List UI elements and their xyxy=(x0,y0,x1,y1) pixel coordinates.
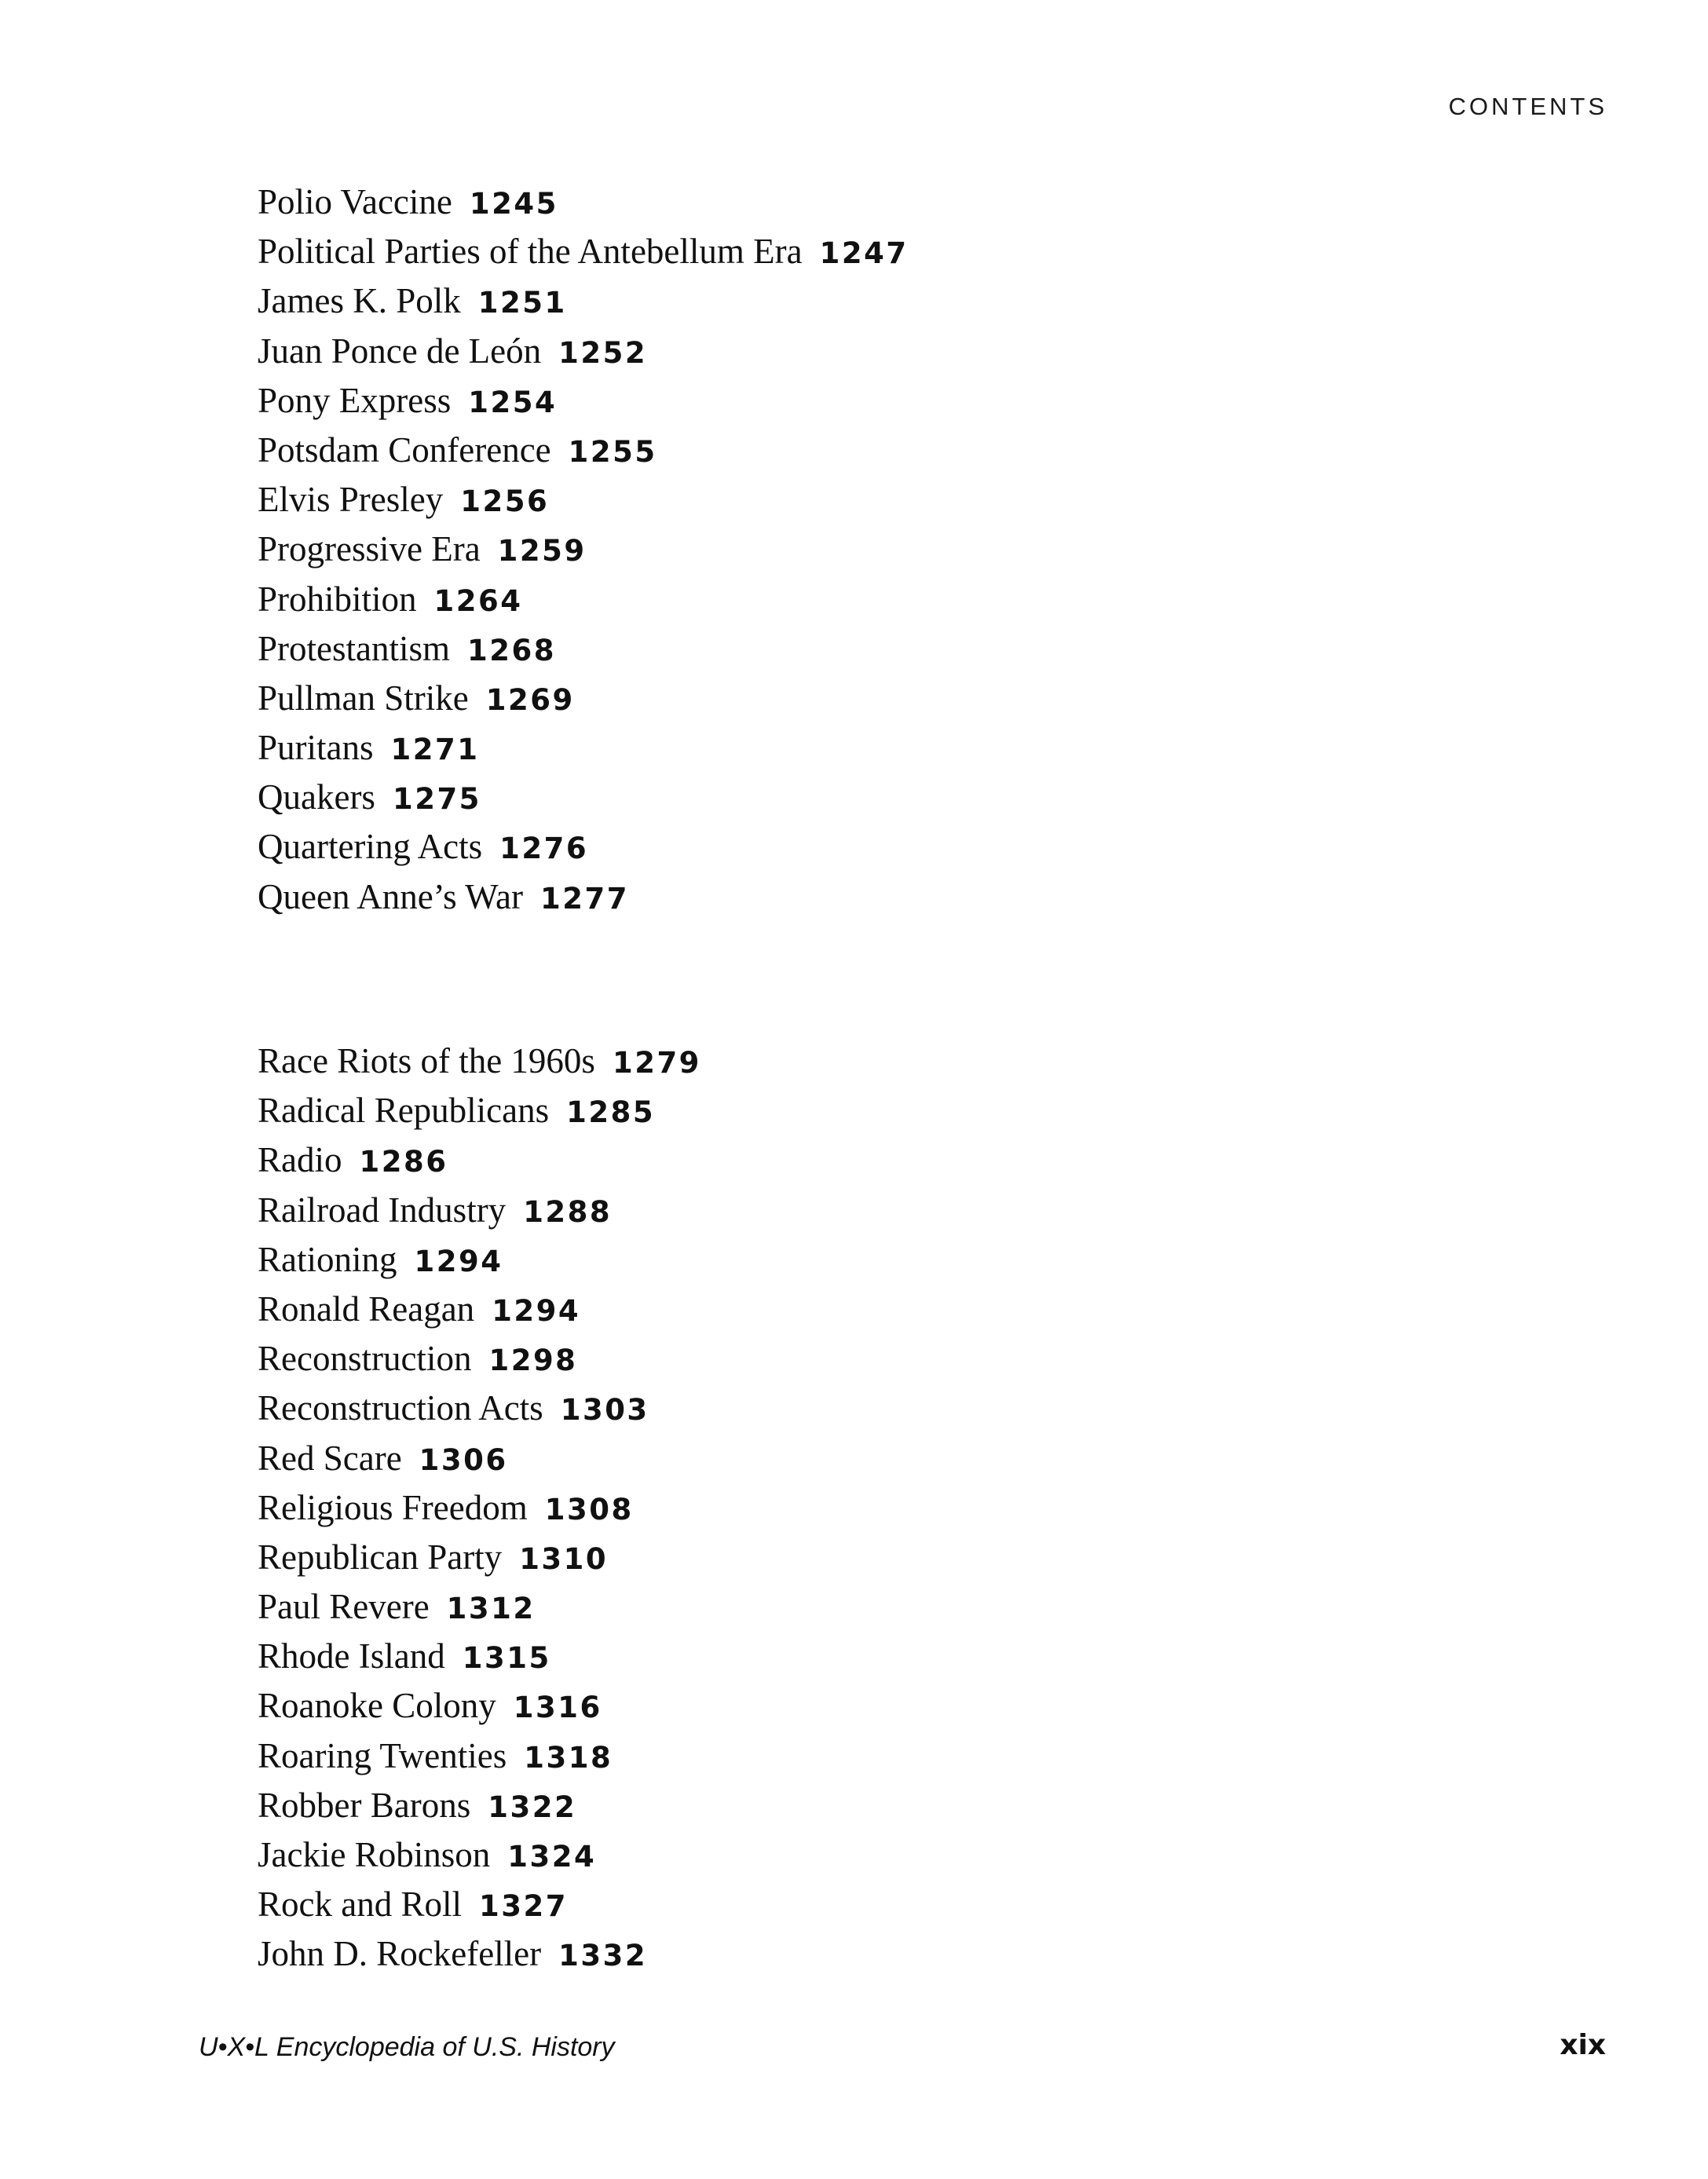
entry-page: 1332 xyxy=(558,1939,648,1973)
toc-entry[interactable] xyxy=(258,1384,701,1433)
entry-title: Roanoke Colony xyxy=(258,1686,496,1726)
toc-entry[interactable] xyxy=(258,426,909,475)
entry-page: 1298 xyxy=(488,1344,578,1378)
toc-entry[interactable] xyxy=(258,276,909,326)
entry-title: Political Parties of the Antebellum Era xyxy=(258,232,803,272)
entry-page: 1285 xyxy=(566,1095,656,1130)
entry-title: Pony Express xyxy=(258,380,452,420)
entry-title: Progressive Era xyxy=(258,529,481,569)
entry-page: 1275 xyxy=(392,782,481,817)
running-head: CONTENTS xyxy=(1448,93,1607,120)
entry-page: 1288 xyxy=(523,1194,613,1229)
toc-entry[interactable] xyxy=(258,327,909,376)
entry-title: Radical Republicans xyxy=(258,1091,550,1131)
entry-title: Prohibition xyxy=(258,579,417,619)
entry-title: Roaring Twenties xyxy=(258,1735,507,1775)
toc-entry[interactable] xyxy=(258,1285,701,1334)
entry-page: 1312 xyxy=(446,1592,536,1626)
entry-title: Race Riots of the 1960s xyxy=(258,1041,595,1080)
entry-page: 1322 xyxy=(488,1790,577,1824)
entry-page: 1269 xyxy=(485,682,575,717)
toc-entry[interactable] xyxy=(258,1036,701,1086)
entry-page: 1294 xyxy=(492,1293,581,1328)
entry-page: 1277 xyxy=(539,881,629,916)
entry-page: 1251 xyxy=(477,286,567,320)
entry-title: Robber Barons xyxy=(258,1785,471,1825)
entry-title: Radio xyxy=(258,1140,342,1180)
entry-title: Rhode Island xyxy=(258,1636,445,1676)
entry-title: Quakers xyxy=(258,777,375,817)
toc-entry[interactable] xyxy=(258,1334,701,1384)
entry-page: 1310 xyxy=(519,1541,609,1576)
toc-entry[interactable] xyxy=(258,1731,701,1781)
entry-title: Quartering Acts xyxy=(258,827,483,867)
entry-title: Potsdam Conference xyxy=(258,430,551,470)
page-number: xix xyxy=(1560,2029,1606,2061)
toc-entry[interactable] xyxy=(258,1533,701,1582)
entry-title: Puritans xyxy=(258,728,374,768)
entry-page: 1254 xyxy=(468,385,558,419)
entry-page: 1259 xyxy=(497,534,587,569)
entry-page: 1315 xyxy=(462,1641,551,1676)
entry-title: Polio Vaccine xyxy=(258,182,452,221)
entry-page: 1294 xyxy=(414,1244,503,1278)
entry-title: Rationing xyxy=(258,1239,397,1279)
entry-page: 1303 xyxy=(560,1393,649,1428)
toc-entry[interactable] xyxy=(258,1582,701,1632)
entry-page: 1268 xyxy=(467,633,556,667)
entry-page: 1255 xyxy=(568,434,657,469)
entry-title: Ronald Reagan xyxy=(258,1289,475,1329)
toc-entry[interactable] xyxy=(258,674,909,723)
entry-title: Protestantism xyxy=(258,628,450,668)
entry-page: 1256 xyxy=(460,484,550,519)
entry-title: Reconstruction xyxy=(258,1339,472,1379)
toc-entry[interactable] xyxy=(258,227,909,276)
entry-title: Railroad Industry xyxy=(258,1190,507,1230)
entry-title: Queen Anne’s War xyxy=(258,876,523,916)
toc-group-p-q xyxy=(258,177,909,922)
toc-entry[interactable] xyxy=(258,773,909,822)
toc-entry[interactable] xyxy=(258,1135,701,1185)
entry-title: Religious Freedom xyxy=(258,1487,528,1527)
toc-entry[interactable] xyxy=(258,475,909,525)
entry-page: 1318 xyxy=(524,1740,613,1775)
entry-page: 1264 xyxy=(433,583,523,618)
entry-page: 1286 xyxy=(359,1145,448,1179)
entry-page: 1324 xyxy=(507,1840,597,1874)
toc-entry[interactable] xyxy=(258,1632,701,1681)
entry-page: 1245 xyxy=(469,187,558,221)
entry-title: Red Scare xyxy=(258,1438,402,1478)
toc-entry[interactable] xyxy=(258,1086,701,1135)
entry-title: Rock and Roll xyxy=(258,1885,462,1925)
entry-page: 1252 xyxy=(558,335,648,370)
toc-entry[interactable] xyxy=(258,624,909,674)
toc-entry[interactable] xyxy=(258,177,909,227)
toc-entry[interactable] xyxy=(258,1235,701,1285)
footer-book-title: U•X•L Encyclopedia of U.S. History xyxy=(199,2032,615,2062)
toc-entry[interactable] xyxy=(258,1929,701,1979)
entry-page: 1276 xyxy=(499,832,589,866)
toc-entry[interactable] xyxy=(258,1830,701,1880)
entry-page: 1306 xyxy=(419,1442,508,1477)
toc-entry[interactable] xyxy=(258,376,909,426)
toc-entry[interactable] xyxy=(258,1781,701,1830)
entry-title: John D. Rockefeller xyxy=(258,1934,542,1974)
entry-title: Republican Party xyxy=(258,1537,503,1577)
entry-title: Jackie Robinson xyxy=(258,1835,491,1874)
entry-page: 1308 xyxy=(544,1492,634,1526)
toc-entry[interactable] xyxy=(258,575,909,624)
toc-entry[interactable] xyxy=(258,525,909,574)
toc-entry[interactable] xyxy=(258,1186,701,1235)
entry-title: Pullman Strike xyxy=(258,678,469,718)
toc-entry[interactable] xyxy=(258,872,909,922)
toc-group-r xyxy=(258,1036,701,1980)
entry-title: James K. Polk xyxy=(258,281,461,321)
entry-title: Juan Ponce de León xyxy=(258,331,542,371)
entry-page: 1279 xyxy=(612,1046,701,1080)
toc-entry[interactable] xyxy=(258,1483,701,1533)
toc-entry[interactable] xyxy=(258,723,909,773)
toc-entry[interactable] xyxy=(258,1681,701,1731)
entry-page: 1271 xyxy=(390,733,480,767)
entry-title: Paul Revere xyxy=(258,1587,430,1627)
entry-title: Reconstruction Acts xyxy=(258,1388,543,1428)
toc-entry[interactable] xyxy=(258,822,909,872)
toc-entry[interactable] xyxy=(258,1434,701,1483)
entry-page: 1316 xyxy=(513,1691,602,1725)
entry-title: Elvis Presley xyxy=(258,480,444,520)
toc-entry[interactable] xyxy=(258,1880,701,1929)
entry-page: 1327 xyxy=(478,1889,568,1924)
entry-page: 1247 xyxy=(819,236,909,271)
